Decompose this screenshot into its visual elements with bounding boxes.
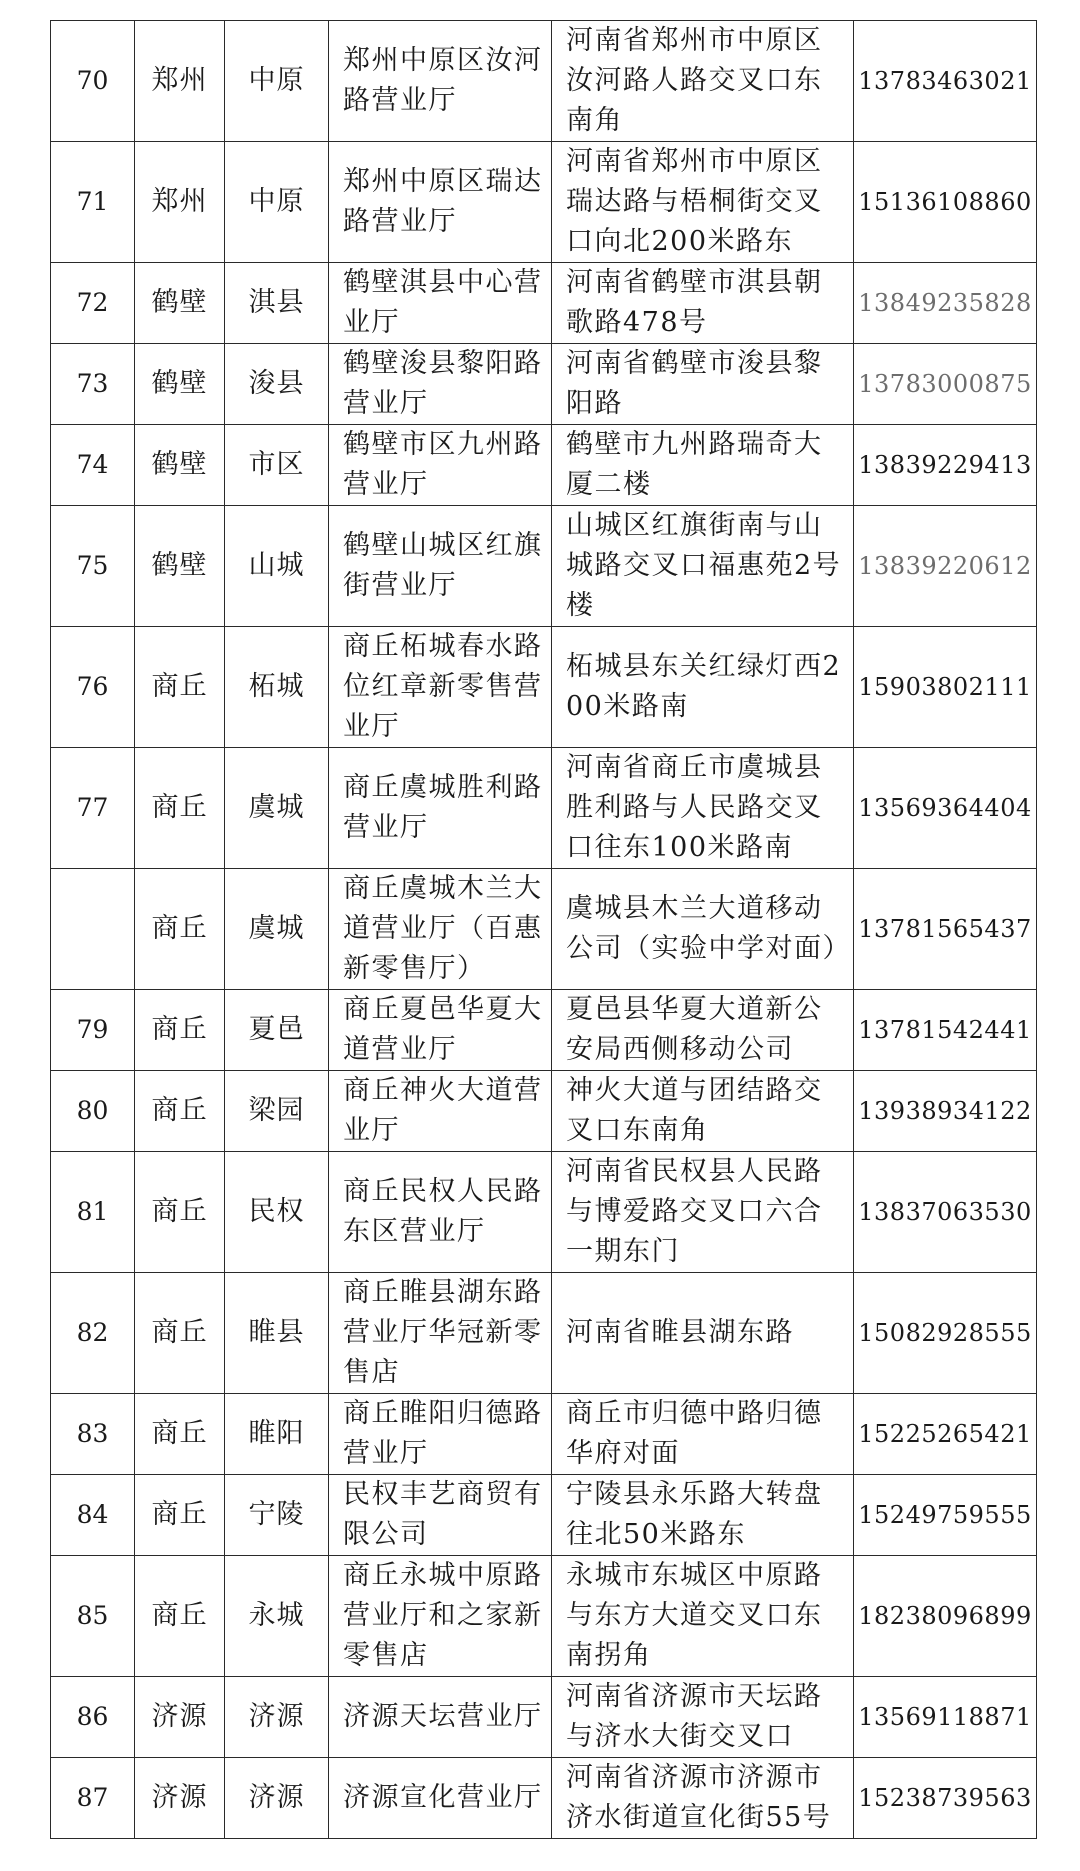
city-cell: 鹤壁	[135, 425, 225, 506]
city-cell: 商丘	[135, 869, 225, 990]
city-cell: 商丘	[135, 990, 225, 1071]
row-number: 73	[51, 344, 135, 425]
county-cell: 中原	[225, 142, 329, 263]
county-cell: 市区	[225, 425, 329, 506]
hall-name-cell: 商丘永城中原路营业厅和之家新零售店	[329, 1556, 552, 1677]
phone-cell: 13781565437	[854, 869, 1037, 990]
city-cell: 郑州	[135, 21, 225, 142]
county-cell: 睢县	[225, 1273, 329, 1394]
county-cell: 淇县	[225, 263, 329, 344]
city-cell: 郑州	[135, 142, 225, 263]
address-cell: 山城区红旗街南与山城路交叉口福惠苑2号楼	[552, 506, 854, 627]
table-row	[51, 990, 1037, 1071]
city-cell: 商丘	[135, 627, 225, 748]
city-cell: 商丘	[135, 1394, 225, 1475]
city-cell: 商丘	[135, 1556, 225, 1677]
table-row	[51, 1273, 1037, 1394]
address-cell: 虞城县木兰大道移动公司（实验中学对面）	[552, 869, 854, 990]
phone-cell: 13938934122	[854, 1071, 1037, 1152]
address-cell: 河南省鹤壁市淇县朝歌路478号	[552, 263, 854, 344]
table-row	[51, 21, 1037, 142]
county-cell: 浚县	[225, 344, 329, 425]
city-cell: 商丘	[135, 1071, 225, 1152]
hall-name-cell: 商丘虞城木兰大道营业厅（百惠新零售厅）	[329, 869, 552, 990]
phone-cell: 15903802111	[854, 627, 1037, 748]
phone-cell: 18238096899	[854, 1556, 1037, 1677]
phone-cell: 15082928555	[854, 1273, 1037, 1394]
city-cell: 商丘	[135, 1475, 225, 1556]
row-number: 71	[51, 142, 135, 263]
row-number: 80	[51, 1071, 135, 1152]
address-cell: 河南省睢县湖东路	[552, 1273, 854, 1394]
phone-cell: 15225265421	[854, 1394, 1037, 1475]
address-cell: 河南省民权县人民路与博爱路交叉口六合一期东门	[552, 1152, 854, 1273]
hall-name-cell: 商丘睢县湖东路营业厅华冠新零售店	[329, 1273, 552, 1394]
row-number: 76	[51, 627, 135, 748]
hall-name-cell: 济源天坛营业厅	[329, 1677, 552, 1758]
row-number: 72	[51, 263, 135, 344]
hall-name-cell: 商丘柘城春水路位红章新零售营业厅	[329, 627, 552, 748]
city-cell: 鹤壁	[135, 506, 225, 627]
table-row	[51, 263, 1037, 344]
row-number: 75	[51, 506, 135, 627]
phone-cell: 13839229413	[854, 425, 1037, 506]
phone-cell: 13569364404	[854, 748, 1037, 869]
county-cell: 睢阳	[225, 1394, 329, 1475]
county-cell: 山城	[225, 506, 329, 627]
address-cell: 河南省济源市天坛路与济水大街交叉口	[552, 1677, 854, 1758]
phone-cell: 13837063530	[854, 1152, 1037, 1273]
business-hall-table	[50, 20, 1037, 1839]
hall-name-cell: 鹤壁市区九州路营业厅	[329, 425, 552, 506]
city-cell: 鹤壁	[135, 263, 225, 344]
address-cell: 河南省郑州市中原区汝河路人路交叉口东南角	[552, 21, 854, 142]
city-cell: 商丘	[135, 1273, 225, 1394]
city-cell: 商丘	[135, 1152, 225, 1273]
address-cell: 宁陵县永乐路大转盘往北50米路东	[552, 1475, 854, 1556]
county-cell: 宁陵	[225, 1475, 329, 1556]
row-number: 82	[51, 1273, 135, 1394]
county-cell: 梁园	[225, 1071, 329, 1152]
county-cell: 虞城	[225, 869, 329, 990]
row-number: 85	[51, 1556, 135, 1677]
table-row	[51, 425, 1037, 506]
table-row	[51, 1071, 1037, 1152]
table-row	[51, 1758, 1037, 1839]
county-cell: 虞城	[225, 748, 329, 869]
county-cell: 民权	[225, 1152, 329, 1273]
document-page	[50, 20, 1036, 1839]
table-row	[51, 627, 1037, 748]
hall-name-cell: 郑州中原区汝河路营业厅	[329, 21, 552, 142]
table-row	[51, 1152, 1037, 1273]
hall-name-cell: 郑州中原区瑞达路营业厅	[329, 142, 552, 263]
address-cell: 商丘市归德中路归德华府对面	[552, 1394, 854, 1475]
row-number: 86	[51, 1677, 135, 1758]
address-cell: 河南省济源市济源市济水街道宣化街55号	[552, 1758, 854, 1839]
county-cell: 济源	[225, 1677, 329, 1758]
address-cell: 河南省商丘市虞城县胜利路与人民路交叉口往东100米路南	[552, 748, 854, 869]
county-cell: 夏邑	[225, 990, 329, 1071]
phone-cell: 13849235828	[854, 263, 1037, 344]
phone-cell: 13783000875	[854, 344, 1037, 425]
hall-name-cell: 鹤壁山城区红旗街营业厅	[329, 506, 552, 627]
table-row	[51, 344, 1037, 425]
county-cell: 永城	[225, 1556, 329, 1677]
address-cell: 永城市东城区中原路与东方大道交叉口东南拐角	[552, 1556, 854, 1677]
hall-name-cell: 鹤壁淇县中心营业厅	[329, 263, 552, 344]
address-cell: 河南省鹤壁市浚县黎阳路	[552, 344, 854, 425]
hall-name-cell: 鹤壁浚县黎阳路营业厅	[329, 344, 552, 425]
row-number: 79	[51, 990, 135, 1071]
table-row	[51, 1394, 1037, 1475]
table-row	[51, 142, 1037, 263]
hall-name-cell: 民权丰艺商贸有限公司	[329, 1475, 552, 1556]
row-number: 87	[51, 1758, 135, 1839]
address-cell: 鹤壁市九州路瑞奇大厦二楼	[552, 425, 854, 506]
row-number: 70	[51, 21, 135, 142]
table-row	[51, 748, 1037, 869]
row-number	[51, 869, 135, 990]
city-cell: 鹤壁	[135, 344, 225, 425]
city-cell: 商丘	[135, 748, 225, 869]
table-row	[51, 1475, 1037, 1556]
hall-name-cell: 商丘神火大道营业厅	[329, 1071, 552, 1152]
city-cell: 济源	[135, 1677, 225, 1758]
table-row	[51, 1677, 1037, 1758]
address-cell: 神火大道与团结路交叉口东南角	[552, 1071, 854, 1152]
row-number: 83	[51, 1394, 135, 1475]
county-cell: 济源	[225, 1758, 329, 1839]
row-number: 74	[51, 425, 135, 506]
table-row	[51, 869, 1037, 990]
row-number: 84	[51, 1475, 135, 1556]
phone-cell: 15136108860	[854, 142, 1037, 263]
hall-name-cell: 商丘虞城胜利路营业厅	[329, 748, 552, 869]
phone-cell: 15238739563	[854, 1758, 1037, 1839]
county-cell: 中原	[225, 21, 329, 142]
phone-cell: 13569118871	[854, 1677, 1037, 1758]
city-cell: 济源	[135, 1758, 225, 1839]
phone-cell: 15249759555	[854, 1475, 1037, 1556]
hall-name-cell: 商丘睢阳归德路营业厅	[329, 1394, 552, 1475]
row-number: 77	[51, 748, 135, 869]
phone-cell: 13781542441	[854, 990, 1037, 1071]
hall-name-cell: 济源宣化营业厅	[329, 1758, 552, 1839]
phone-cell: 13839220612	[854, 506, 1037, 627]
hall-name-cell: 商丘夏邑华夏大道营业厅	[329, 990, 552, 1071]
address-cell: 柘城县东关红绿灯西200米路南	[552, 627, 854, 748]
address-cell: 夏邑县华夏大道新公安局西侧移动公司	[552, 990, 854, 1071]
address-cell: 河南省郑州市中原区瑞达路与梧桐街交叉口向北200米路东	[552, 142, 854, 263]
row-number: 81	[51, 1152, 135, 1273]
county-cell: 柘城	[225, 627, 329, 748]
phone-cell: 13783463021	[854, 21, 1037, 142]
hall-name-cell: 商丘民权人民路东区营业厅	[329, 1152, 552, 1273]
table-row	[51, 1556, 1037, 1677]
table-row	[51, 506, 1037, 627]
